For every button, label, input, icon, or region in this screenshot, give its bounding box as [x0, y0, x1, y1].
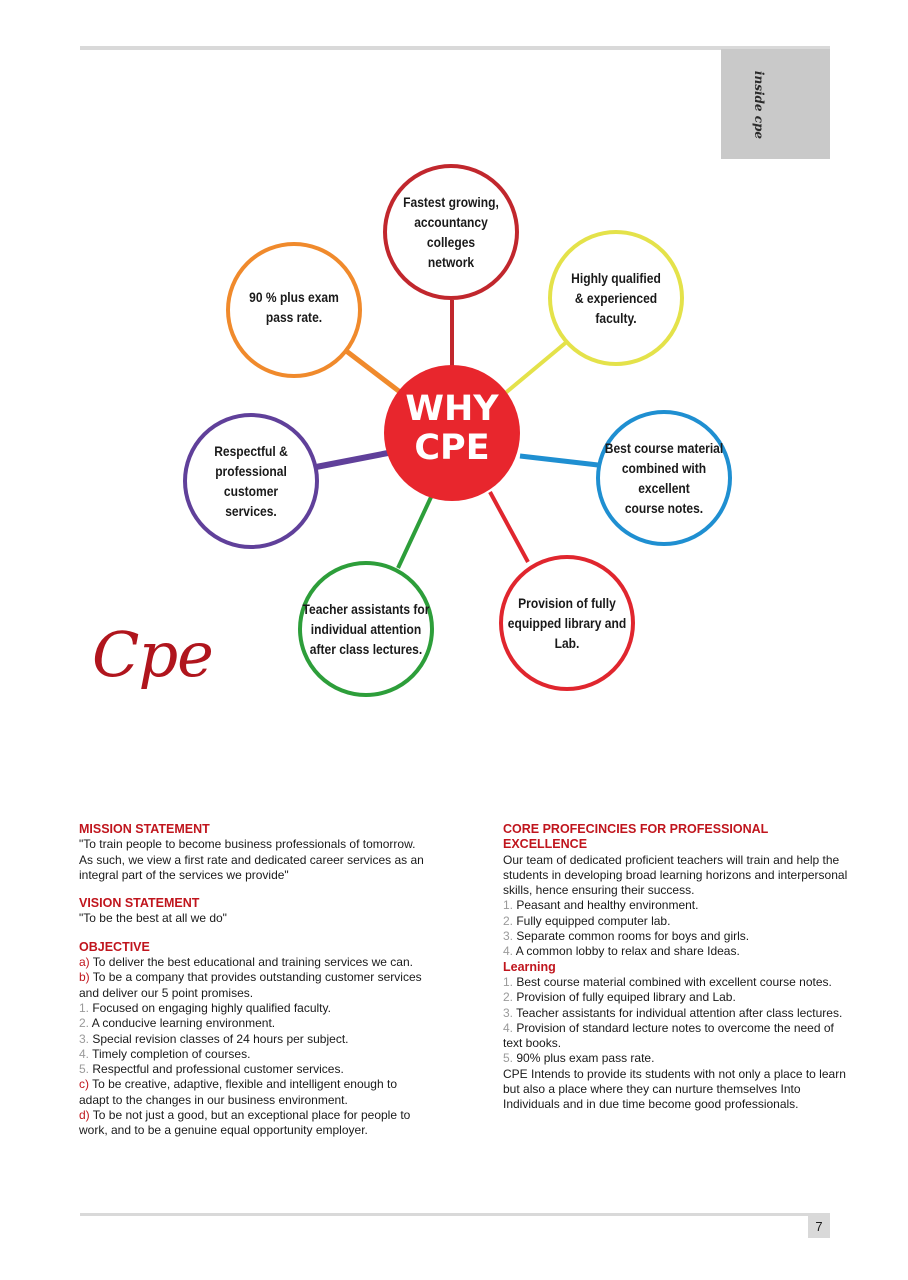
- right-column: [503, 822, 848, 1113]
- list-item: 4. Timely completion of courses.: [79, 1046, 251, 1061]
- spoke-left: [316, 453, 388, 467]
- mission-heading: MISSION STATEMENT: [79, 822, 210, 836]
- objective-a: a) To deliver the best educational and training services we can.: [79, 955, 413, 970]
- list-item: 3. Special revision classes of 24 hours per subject.: [79, 1031, 349, 1046]
- bubble-top-left-label: 90 % plus exam pass rate.: [249, 289, 339, 325]
- spoke-top-left: [345, 350, 400, 392]
- vision-text: "To be the best at all we do": [79, 911, 227, 926]
- bubble-top-right-label: Highly qualified & experienced faculty.: [571, 270, 661, 326]
- list-item: 1. Focused on engaging highly qualified faculty.: [79, 1000, 331, 1015]
- bubble-bottom-right-label: Provision of fully equipped library and Lab.: [507, 595, 627, 651]
- vision-heading: VISION STATEMENT: [79, 896, 200, 911]
- spoke-top-right: [503, 340, 569, 395]
- bubble-bottom-left-label: Teacher assistants for individual attention after class lectures.: [302, 601, 430, 657]
- center-label-line1: WHY: [405, 389, 499, 429]
- mission-text: "To train people to become business professionals of tomorrow. As such, we view a first rate and dedicated career services as an integral part of the services we provide": [79, 837, 424, 882]
- bottom-rule: [80, 1213, 830, 1216]
- bubble-right-label: Best course material combined with excellent course notes.: [604, 440, 724, 516]
- cpe-logo: Cpe: [92, 618, 213, 691]
- objective-heading: OBJECTIVE: [79, 939, 150, 954]
- core-closing: CPE Intends to provide its students with not only a place to learn but also a place where they can nurture themselves Into Individuals and in due time become good professionals.: [503, 1066, 846, 1112]
- objective-b: b) To be a company that provides outstanding customer services and deliver our 5 point promises.: [79, 970, 422, 1000]
- objective-c: c) To be creative, adaptive, flexible and intelligent enough to adapt to the changes in our business environment.: [79, 1077, 397, 1107]
- objective-d: d) To be not just a good, but an exceptional place for people to work, and to be a genuine equal opportunity employer.: [79, 1108, 411, 1138]
- section-tab-label: inside cpe: [752, 70, 766, 140]
- list-item: 4. Provision of standard lecture notes to overcome the need of text books.: [503, 1020, 834, 1051]
- list-item: 5. 90% plus exam pass rate.: [503, 1051, 655, 1066]
- spoke-bottom-right: [490, 492, 528, 562]
- spoke-right: [520, 456, 598, 465]
- list-item: 2. Provision of fully equiped library and Lab.: [503, 990, 736, 1005]
- list-item: 1. Best course material combined with excellent course notes.: [503, 974, 832, 989]
- list-item: 1. Peasant and healthy environment.: [503, 898, 699, 913]
- list-item: 4. A common lobby to relax and share Ideas.: [503, 944, 740, 959]
- list-item: 2. Fully equipped computer lab.: [503, 913, 671, 928]
- list-item: 3. Teacher assistants for individual attention after class lectures.: [503, 1005, 843, 1020]
- core-heading: CORE PROFECINCIES FOR PROFESSIONAL EXCELLENCE: [503, 822, 769, 852]
- core-intro: Our team of dedicated proficient teachers will train and help the students in developing broad learning horizons and interpersonal skills, hence ensuring their success.: [503, 852, 848, 898]
- left-column: [79, 822, 429, 1139]
- bubble-left-label: Respectful & professional customer services.: [214, 443, 288, 519]
- center-label: [386, 390, 518, 470]
- list-item: 2. A conducive learning environment.: [79, 1016, 276, 1031]
- center-label-line2: CPE: [414, 428, 490, 468]
- list-item: 3. Separate common rooms for boys and girls.: [503, 929, 750, 944]
- spoke-bottom-left: [398, 495, 432, 568]
- learning-heading: Learning: [503, 959, 556, 974]
- bubble-top-label: Fastest growing, accountancy colleges network: [403, 194, 499, 270]
- list-item: 5. Respectful and professional customer services.: [79, 1062, 344, 1077]
- page-number: 7: [808, 1215, 830, 1238]
